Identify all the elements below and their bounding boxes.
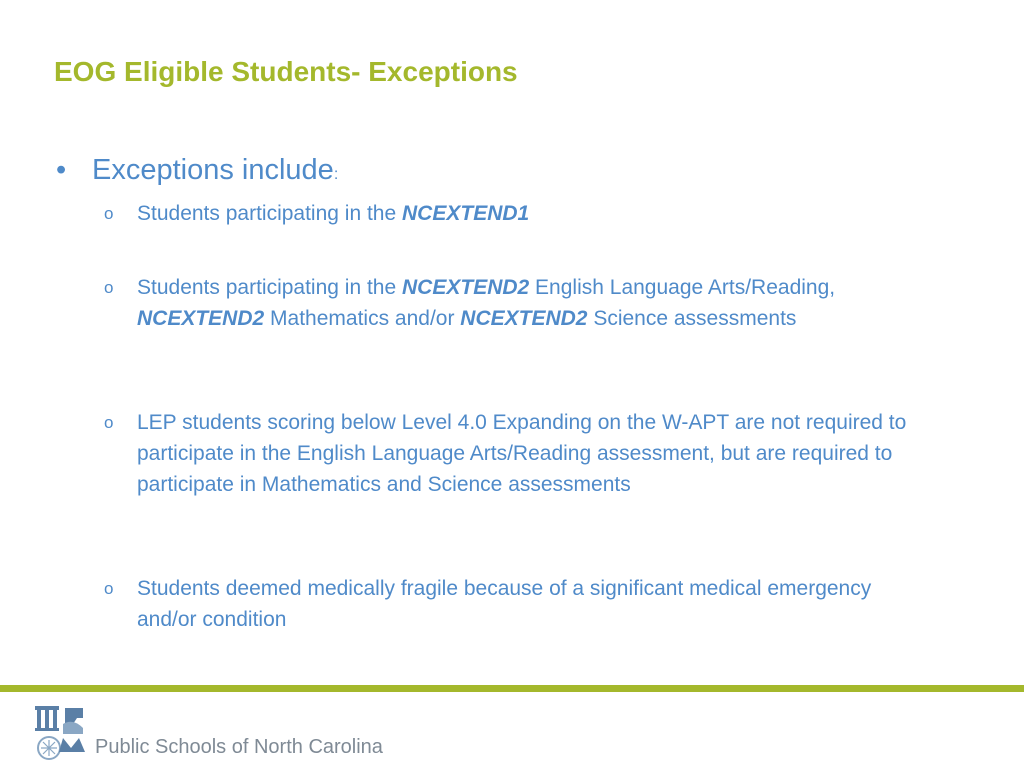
footer-organization-name: Public Schools of North Carolina <box>95 736 383 758</box>
sub-bullet-ncextend1 <box>104 198 924 229</box>
sub-bullet-marker: o <box>104 278 114 297</box>
main-bullet-label: Exceptions include <box>92 154 334 186</box>
sub-bullet-text <box>137 272 924 334</box>
slide-title: EOG Eligible Students- Exceptions <box>54 56 518 87</box>
sub-bullet-marker: o <box>104 579 114 598</box>
sub-bullet-text: Students deemed medically fragile because of a significant medical emergency and/or condition <box>137 577 872 631</box>
emphasis-run: NCEXTEND2 <box>402 276 530 299</box>
sub-bullet-text: LEP students scoring below Level 4.0 Expanding on the W-APT are not required to participate in the English Language Arts/Reading assessment, but are required to participate in Mathematics and Science assessments <box>137 411 907 496</box>
sub-bullet-medically-fragile <box>104 573 924 635</box>
text-run: Students participating in the <box>137 276 403 299</box>
sub-bullet-marker: o <box>104 204 114 223</box>
sub-bullet-lep-students <box>104 407 924 500</box>
bullet-marker: • <box>56 154 67 186</box>
sub-bullet-text <box>137 198 924 229</box>
emphasis-run: NCEXTEND2 <box>460 307 588 330</box>
sub-bullet-marker: o <box>104 413 114 432</box>
sub-bullet-ncextend2 <box>104 272 924 334</box>
text-run: Mathematics and/or <box>264 307 461 330</box>
text-run: English Language Arts/Reading, <box>529 276 836 299</box>
main-bullet-text <box>92 154 338 187</box>
footer-divider <box>0 685 1024 692</box>
text-run: Students participating in the <box>137 202 403 225</box>
nc-state-seal-logo-icon <box>33 704 89 760</box>
emphasis-run: NCEXTEND2 <box>137 307 265 330</box>
text-run: Science assessments <box>587 307 797 330</box>
main-bullet-colon: : <box>333 166 339 183</box>
emphasis-run: NCEXTEND1 <box>402 202 530 225</box>
